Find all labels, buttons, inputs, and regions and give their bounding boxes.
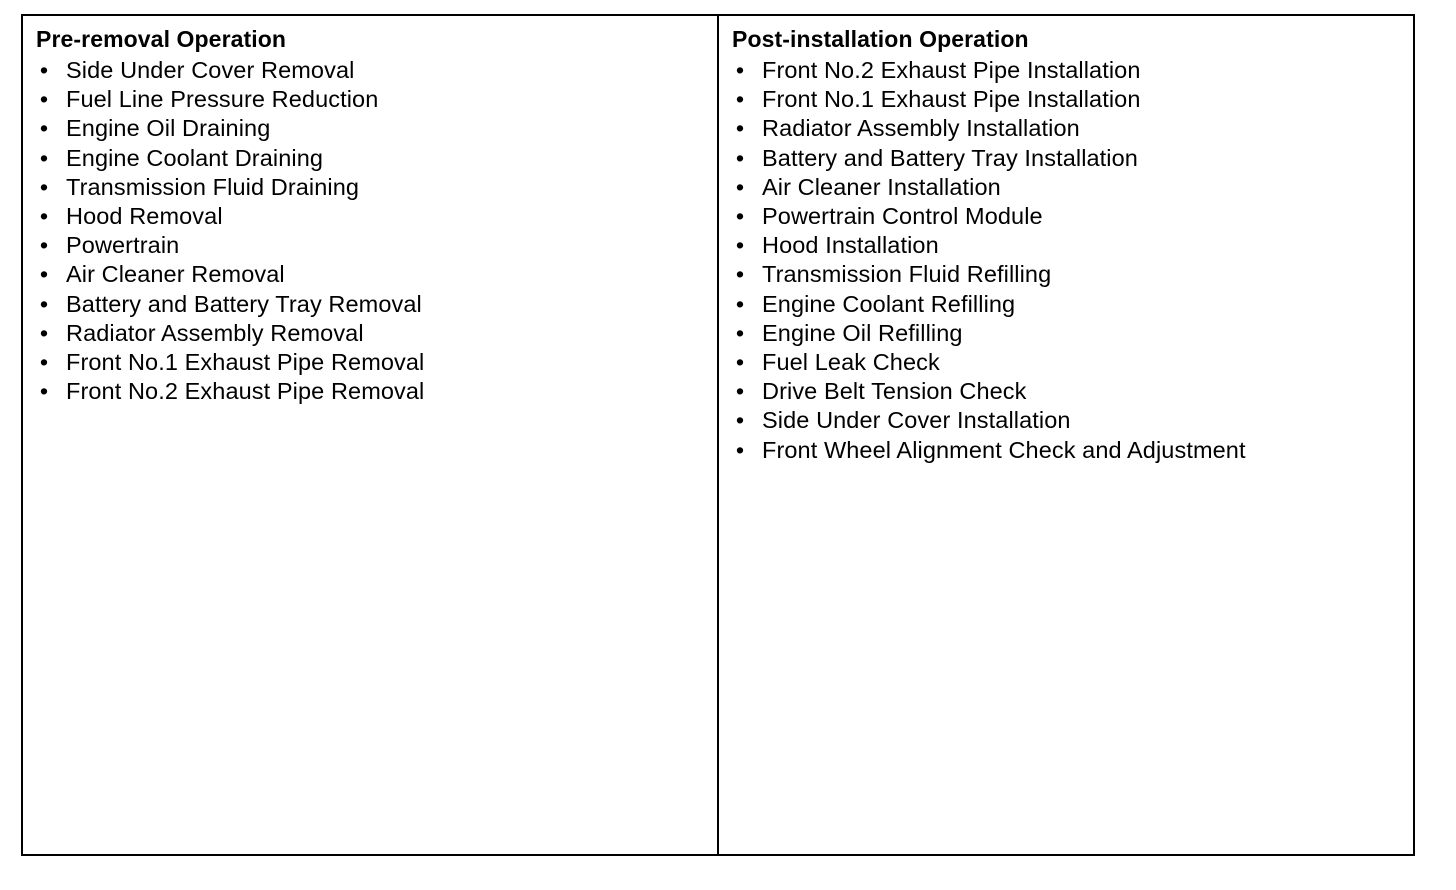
list-item [36,56,717,85]
list-item [36,202,717,231]
bullet-icon: • [735,261,745,288]
pre-removal-heading: Pre-removal Operation [36,26,287,52]
list-item-label: Powertrain [66,232,180,259]
list-item [732,348,1413,377]
bullet-icon: • [39,144,49,171]
list-item-label: Air Cleaner Installation [762,173,1001,200]
post-installation-list [732,56,1413,465]
bullet-icon: • [735,57,745,83]
list-item [732,114,1413,143]
list-item-label: Hood Installation [762,232,939,259]
list-item-label: Front No.1 Exhaust Pipe Removal [66,349,425,376]
bullet-icon: • [39,378,49,405]
list-item-label: Radiator Assembly Installation [762,115,1080,142]
list-item-label: Engine Coolant Refilling [762,290,1016,317]
list-item-label: Front No.2 Exhaust Pipe Installation [762,57,1141,83]
list-item [732,85,1413,114]
list-item-label: Front No.2 Exhaust Pipe Removal [66,378,425,405]
list-item [36,114,717,143]
list-item [36,173,717,202]
bullet-icon: • [39,115,49,142]
bullet-icon: • [39,86,49,113]
list-item [732,231,1413,260]
list-item-label: Transmission Fluid Draining [66,173,360,200]
bullet-icon: • [39,232,49,259]
list-item [732,406,1413,435]
bullet-icon: • [735,115,745,142]
list-item-label: Drive Belt Tension Check [762,378,1027,405]
list-item-label: Air Cleaner Removal [66,261,285,288]
bullet-icon: • [735,232,745,259]
bullet-icon: • [735,290,745,317]
list-item-label: Transmission Fluid Refilling [762,261,1052,288]
bullet-icon: • [39,173,49,200]
bullet-icon: • [735,378,745,405]
bullet-icon: • [735,173,745,200]
pre-removal-column [23,16,719,854]
list-item [732,319,1413,348]
list-item [732,173,1413,202]
post-installation-column [719,16,1413,854]
bullet-icon: • [39,290,49,317]
bullet-icon: • [735,349,745,376]
list-item [36,144,717,173]
bullet-icon: • [735,203,745,230]
list-item [36,290,717,319]
bullet-icon: • [735,86,745,113]
bullet-icon: • [39,319,49,346]
list-item-label: Side Under Cover Installation [762,407,1071,434]
list-item [732,290,1413,319]
list-item-label: Engine Oil Refilling [762,319,963,346]
list-item-label: Radiator Assembly Removal [66,319,364,346]
list-item [36,348,717,377]
list-item-label: Side Under Cover Removal [66,57,355,83]
list-item-label: Battery and Battery Tray Installation [762,144,1138,171]
list-item-label: Hood Removal [66,203,223,230]
list-item [36,319,717,348]
list-item [732,144,1413,173]
list-item [36,260,717,289]
pre-removal-list [36,56,717,406]
list-item-label: Front Wheel Alignment Check and Adjustment [762,436,1246,463]
list-item [36,231,717,260]
list-item-label: Front No.1 Exhaust Pipe Installation [762,86,1141,113]
bullet-icon: • [39,203,49,230]
bullet-icon: • [39,57,49,83]
list-item-label: Fuel Leak Check [762,349,940,376]
list-item [732,260,1413,289]
bullet-icon: • [735,436,745,463]
list-item-label: Engine Coolant Draining [66,144,324,171]
list-item-label: Fuel Line Pressure Reduction [66,86,379,113]
bullet-icon: • [735,144,745,171]
bullet-icon: • [39,261,49,288]
list-item [36,377,717,406]
bullet-icon: • [735,319,745,346]
operations-table [21,14,1415,856]
post-installation-heading: Post-installation Operation [732,26,1029,52]
list-item-label: Battery and Battery Tray Removal [66,290,422,317]
list-item [732,56,1413,85]
bullet-icon: • [735,407,745,434]
list-item-label: Engine Oil Draining [66,115,271,142]
list-item [732,377,1413,406]
list-item-label: Powertrain Control Module [762,203,1043,230]
list-item [732,202,1413,231]
bullet-icon: • [39,349,49,376]
list-item [732,436,1413,465]
list-item [36,85,717,114]
